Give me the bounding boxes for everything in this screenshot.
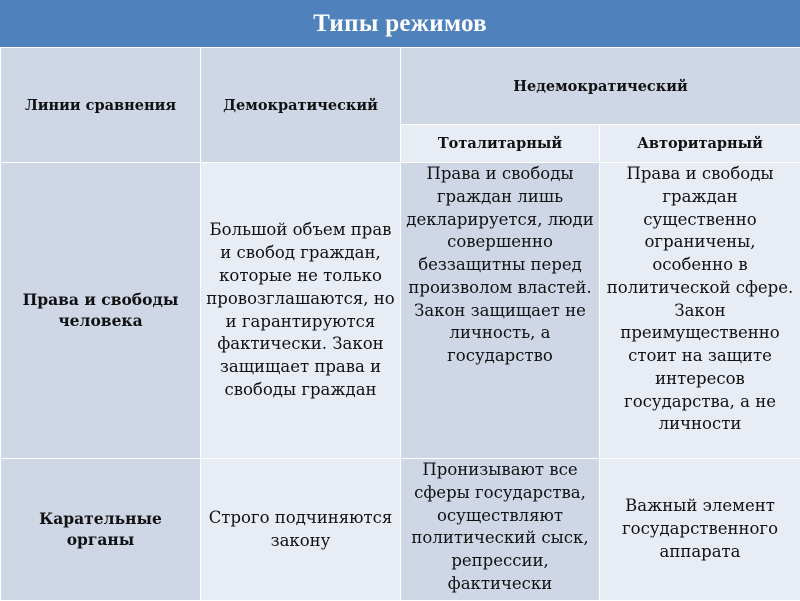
cell-authoritarian-rights: Права и свободы граждан существенно ограничены, особенно в политической сфере. Закон преимущественно стоит на защите интересов государства, а не личности <box>600 163 800 459</box>
slide-title: Типы режимов <box>0 0 800 47</box>
cell-totalitarian-punitive: Пронизывают все сферы государства, осуществляют политический сыск, репрессии, фактически <box>401 459 600 601</box>
row-label-rights-freedoms: Права и свободы человека <box>1 163 201 459</box>
header-nondemocratic: Недемократический <box>401 48 800 125</box>
header-comparison-lines: Линии сравнения <box>1 48 201 163</box>
table-row <box>1 459 800 601</box>
cell-authoritarian-punitive: Важный элемент государственного аппарата <box>600 459 800 601</box>
table-row <box>1 163 800 459</box>
header-authoritarian: Авторитарный <box>600 125 800 163</box>
header-democratic: Демократический <box>201 48 401 163</box>
cell-totalitarian-rights: Права и свободы граждан лишь декларируется, люди совершенно беззащитны перед произволом властей. Закон защищает не личность, а государство <box>401 163 600 459</box>
cell-democratic-punitive: Строго подчиняются закону <box>201 459 401 601</box>
regime-types-table <box>0 47 800 601</box>
header-totalitarian: Тоталитарный <box>401 125 600 163</box>
cell-democratic-rights: Большой объем прав и свобод граждан, которые не только провозглашаются, но и гарантируются фактически. Закон защищает права и свободы граждан <box>201 163 401 459</box>
row-label-punitive-organs: Карательные органы <box>1 459 201 601</box>
